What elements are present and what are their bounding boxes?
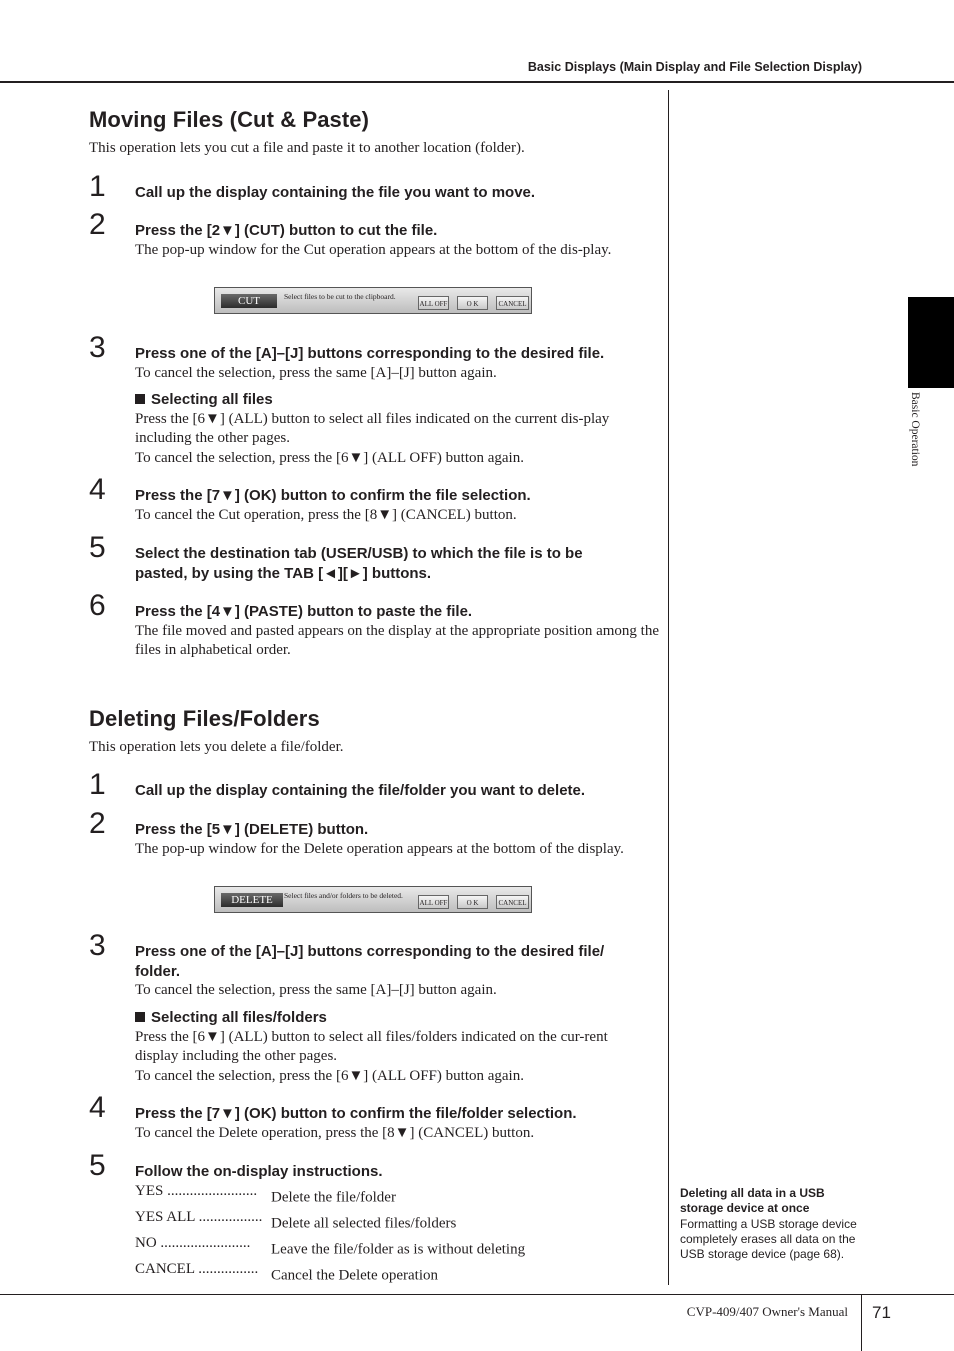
cut-popup [214, 287, 532, 314]
footer-divider [861, 1294, 862, 1351]
step-2 [135, 221, 660, 260]
step-number: 4 [89, 1091, 106, 1124]
section-title-moving-files: Moving Files (Cut & Paste) [89, 107, 370, 132]
cancel-button[interactable]: CANCEL [496, 296, 529, 310]
margin-note [680, 1186, 865, 1262]
step-description: To cancel the Cut operation, press the [8▼] (CANCEL) button. [135, 506, 517, 523]
popup-label: DELETE [221, 893, 283, 907]
step-number: 1 [89, 170, 106, 203]
step-description: The file moved and pasted appears on the display at the appropriate position among the files in alphabetical order. [135, 622, 660, 658]
option-row-yes: YES ........................ Delete the file/folder [135, 1182, 396, 1205]
note-heading: Deleting all data in a USB storage device at once [680, 1186, 825, 1216]
step-2 [135, 820, 660, 859]
step-instruction: Press the [7▼] (OK) button to confirm the file/folder selection. [135, 1105, 577, 1122]
column-divider [668, 90, 669, 1285]
all-off-button[interactable]: ALL OFF [418, 296, 449, 310]
step-instruction: Press the [4▼] (PASTE) button to paste the file. [135, 603, 473, 620]
step-instruction: Press the [5▼] (DELETE) button. [135, 821, 369, 838]
step-number: 4 [89, 473, 106, 506]
step-number: 3 [89, 929, 106, 962]
step-3 [135, 344, 660, 383]
step-4 [135, 486, 660, 525]
step-description: The pop-up window for the Delete operation appears at the bottom of the display. [135, 840, 624, 857]
step-4 [135, 1104, 660, 1143]
step-number: 3 [89, 331, 106, 364]
section-title-deleting-files: Deleting Files/Folders [89, 706, 320, 731]
ok-button[interactable]: O K [457, 296, 488, 310]
option-row-yes-all: YES ALL ................. Delete all selected files/folders [135, 1208, 457, 1231]
header-rule [0, 81, 954, 83]
bullet-square-icon [135, 1012, 145, 1022]
chapter-tab-label: Basic Operation [909, 392, 921, 467]
footer-rule [0, 1294, 954, 1295]
cancel-button[interactable]: CANCEL [496, 895, 529, 909]
option-row-cancel: CANCEL ................ Cancel the Delete operation [135, 1260, 439, 1283]
all-off-button[interactable]: ALL OFF [418, 895, 449, 909]
option-row-no: NO ........................ Leave the file/folder as is without deleting [135, 1234, 526, 1257]
step-number: 5 [89, 531, 106, 564]
step-description: The pop-up window for the Cut operation appears at the bottom of the dis-play. [135, 241, 612, 258]
step-number: 2 [89, 208, 106, 241]
subsection-text: Press the [6▼] (ALL) button to select all files/folders indicated on the cur-rent display including the other pages. [135, 1028, 608, 1064]
step-1 [135, 183, 660, 203]
step-description: To cancel the selection, press the same [A]–[J] button again. [135, 982, 497, 998]
subsection-selecting-all-files [135, 390, 660, 468]
subsection-heading: Selecting all files/folders [151, 1009, 327, 1026]
step-instruction: Press one of the [A]–[J] buttons corresponding to the desired file. [135, 345, 605, 362]
step-number: 2 [89, 807, 106, 840]
step-instruction: Call up the display containing the file you want to move. [135, 184, 536, 201]
step-instruction: Press one of the [A]–[J] buttons corresponding to the desired file/ folder. [135, 943, 605, 980]
popup-label: CUT [221, 294, 277, 308]
step-3 [135, 942, 640, 1001]
popup-message: Select files to be cut to the clipboard. [284, 292, 396, 301]
step-instruction: Call up the display containing the file/folder you want to delete. [135, 782, 586, 799]
step-number: 6 [89, 589, 106, 622]
step-instruction: Press the [7▼] (OK) button to confirm the file selection. [135, 487, 531, 504]
ok-button[interactable]: O K [457, 895, 488, 909]
subsection-text: Press the [6▼] (ALL) button to select all files indicated on the current dis-play including the other pages. [135, 410, 610, 446]
step-description: To cancel the selection, press the same [A]–[J] button again. [135, 364, 497, 381]
subsection-heading: Selecting all files [151, 391, 273, 408]
chapter-tab [908, 297, 954, 388]
bullet-square-icon [135, 394, 145, 404]
step-1 [135, 781, 660, 801]
step-6 [135, 602, 660, 661]
page-number: 71 [872, 1303, 891, 1322]
popup-message: Select files and/or folders to be deleted. [284, 891, 403, 900]
delete-popup [214, 886, 532, 913]
subsection-selecting-all-files-folders [135, 1008, 660, 1086]
step-5 [135, 544, 625, 583]
section-intro: This operation lets you cut a file and paste it to another location (folder). [89, 140, 525, 156]
step-instruction: Select the destination tab (USER/USB) to which the file is to be pasted, by using the TAB [◄][►] buttons. [135, 545, 583, 582]
subsection-text: To cancel the selection, press the [6▼] (ALL OFF) button again. [135, 449, 524, 466]
step-number: 5 [89, 1149, 106, 1182]
subsection-text: To cancel the selection, press the [6▼] (ALL OFF) button again. [135, 1067, 524, 1084]
step-5 [135, 1162, 660, 1286]
step-number: 1 [89, 768, 106, 801]
section-intro: This operation lets you delete a file/folder. [89, 739, 344, 755]
step-instruction: Follow the on-display instructions. [135, 1163, 383, 1180]
note-text: Formatting a USB storage device completely erases all data on the USB storage device (page 68). [680, 1216, 857, 1262]
step-description: To cancel the Delete operation, press the [8▼] (CANCEL) button. [135, 1124, 535, 1141]
running-header: Basic Displays (Main Display and File Selection Display) [527, 60, 862, 74]
step-instruction: Press the [2▼] (CUT) button to cut the file. [135, 222, 438, 239]
manual-title: CVP-409/407 Owner's Manual [686, 1304, 848, 1319]
